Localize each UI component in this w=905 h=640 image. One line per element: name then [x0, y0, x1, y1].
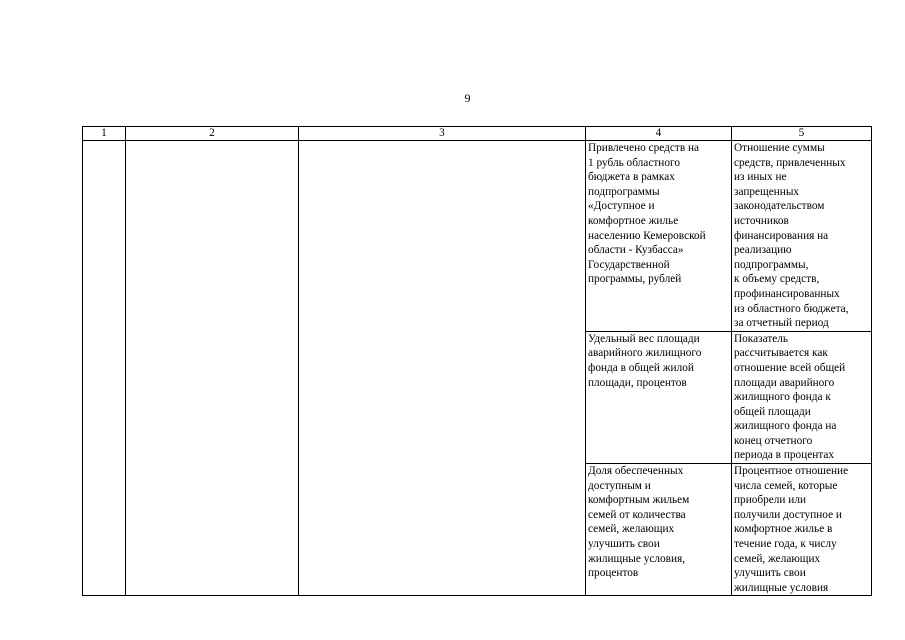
- indicator-text: Привлечено средств на 1 рубль областного бюджета в рамках подпрограммы «Доступное и комфортное жилье населению Кемеровской области - Кузбасса» Государственной программы, рублей: [588, 142, 706, 286]
- column-number-4: 4: [586, 127, 732, 141]
- column-number-1: 1: [83, 127, 126, 141]
- column-number-2: 2: [126, 127, 299, 141]
- method-cell: [732, 464, 872, 596]
- indicator-text: Доля обеспеченных доступным и комфортным жильем семей от количества семей, желающих улучшить свои жилищные условия, процентов: [588, 465, 690, 580]
- method-text: Отношение суммы средств, привлеченных из иных не запрещенных законодательством источников финансирования на реализацию подпрограммы, к объему средств, профинансированных из областного бюджета, за отчетный период: [734, 142, 849, 330]
- indicator-cell: [586, 141, 732, 332]
- empty-cell-col-1: [83, 141, 126, 596]
- page-number: 9: [464, 91, 471, 105]
- empty-cell-col-3: [299, 141, 586, 596]
- column-number-3: 3: [299, 127, 586, 141]
- empty-cell-col-2: [126, 141, 299, 596]
- method-text: Показатель рассчитывается как отношение всей общей площади аварийного жилищного фонда к общей площади жилищного фонда на конец отчетного периода в процентах: [734, 332, 846, 462]
- table-header-row: [83, 127, 872, 141]
- method-text: Процентное отношение числа семей, которые приобрели или получили доступное и комфортное жилье в течение года, к числу семей, желающих улучшить свои жилищные условия: [734, 465, 849, 594]
- table-row: [83, 141, 872, 332]
- indicator-cell: [586, 331, 732, 463]
- column-number-5: 5: [732, 127, 872, 141]
- data-table: [82, 126, 872, 596]
- indicator-text: Удельный вес площади аварийного жилищного фонда в общей жилой площади, процентов: [588, 332, 702, 389]
- method-cell: [732, 141, 872, 332]
- method-cell: [732, 331, 872, 463]
- indicator-cell: [586, 464, 732, 596]
